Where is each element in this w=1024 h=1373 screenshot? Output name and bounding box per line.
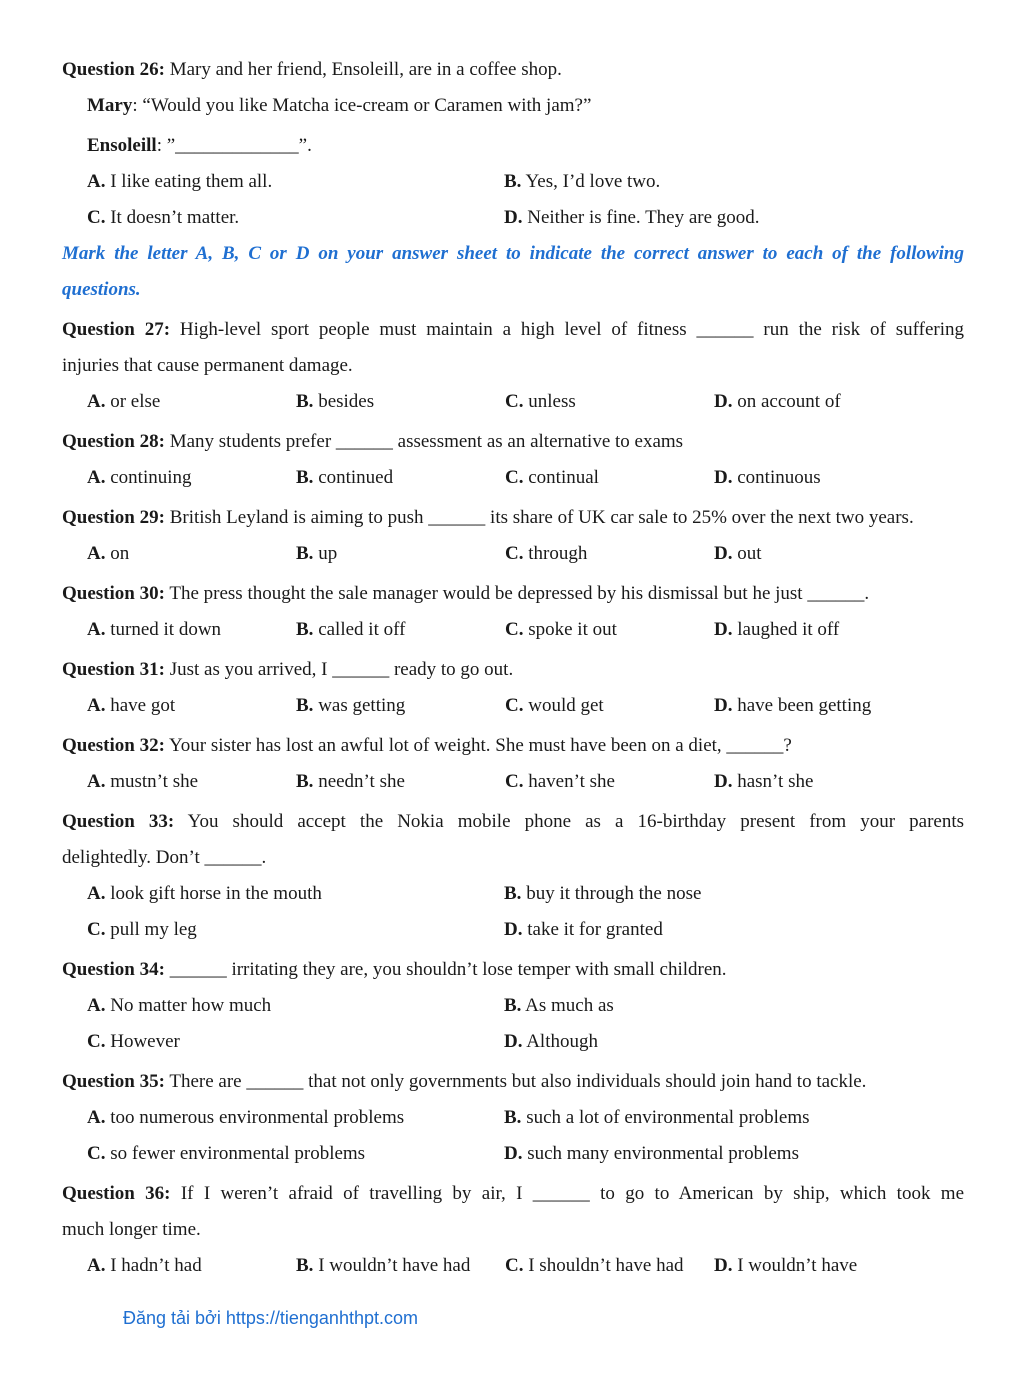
- option-c: [505, 764, 714, 800]
- speaker-line: : ”_____________”.: [156, 135, 312, 156]
- option-a: [87, 384, 296, 420]
- option-text: laughed it off: [737, 619, 840, 640]
- option-text: I wouldn’t have had: [318, 1255, 471, 1276]
- speaker-name: Ensoleill: [87, 135, 157, 156]
- question-text: Mary and her friend, Ensoleill, are in a coffee shop.: [169, 59, 562, 80]
- option-letter: B.: [504, 171, 522, 192]
- option-b: [296, 1248, 505, 1284]
- option-text: However: [110, 1031, 180, 1052]
- options-q26-row2: [62, 200, 964, 236]
- option-d: [504, 1024, 921, 1060]
- option-letter: B.: [296, 1255, 314, 1276]
- options-q35-row2: [62, 1136, 964, 1172]
- option-a: [87, 536, 296, 572]
- question-27: [62, 312, 964, 348]
- option-b: [296, 536, 505, 572]
- options-q30: [62, 612, 964, 648]
- option-text: called it off: [318, 619, 406, 640]
- option-c: [87, 1136, 504, 1172]
- option-letter: D.: [714, 695, 733, 716]
- options-q26-row1: [62, 164, 964, 200]
- option-text: Although: [526, 1031, 598, 1052]
- option-letter: C.: [505, 1255, 524, 1276]
- question-text: You should accept the Nokia mobile phone as a 16-birthday present from your parents: [187, 811, 965, 832]
- option-text: or else: [110, 391, 161, 412]
- option-letter: D.: [504, 1031, 523, 1052]
- question-35: [62, 1064, 964, 1100]
- question-text: High-level sport people must maintain a high level of fitness ______ run the risk of suffering: [179, 319, 964, 340]
- option-d: [714, 536, 923, 572]
- option-letter: C.: [505, 771, 524, 792]
- option-text: needn’t she: [318, 771, 405, 792]
- option-b: [296, 460, 505, 496]
- option-text: No matter how much: [110, 995, 272, 1016]
- question-34: [62, 952, 964, 988]
- option-letter: B.: [296, 771, 314, 792]
- option-text: up: [318, 543, 338, 564]
- option-letter: C.: [505, 695, 524, 716]
- option-text: besides: [318, 391, 375, 412]
- option-text: pull my leg: [110, 919, 197, 940]
- option-d: [504, 912, 921, 948]
- option-text: buy it through the nose: [526, 883, 702, 904]
- option-letter: D.: [714, 771, 733, 792]
- option-letter: B.: [296, 619, 314, 640]
- option-b: [296, 764, 505, 800]
- option-letter: D.: [504, 207, 523, 228]
- option-letter: A.: [87, 1107, 106, 1128]
- option-text: continuous: [737, 467, 821, 488]
- option-c: [505, 384, 714, 420]
- option-letter: A.: [87, 771, 106, 792]
- question-31: [62, 652, 964, 688]
- question-30: [62, 576, 964, 612]
- option-d: [714, 384, 923, 420]
- option-c: [505, 536, 714, 572]
- option-text: I hadn’t had: [110, 1255, 202, 1276]
- question-number: Question 27:: [62, 319, 171, 340]
- option-letter: D.: [504, 919, 523, 940]
- option-text: spoke it out: [528, 619, 617, 640]
- option-letter: A.: [87, 391, 106, 412]
- option-text: too numerous environmental problems: [110, 1107, 405, 1128]
- instruction-line-1: Mark the letter A, B, C or D on your answer sheet to indicate the correct answer to each of the following: [62, 243, 964, 264]
- question-text: Your sister has lost an awful lot of weight. She must have been on a diet, ______?: [168, 735, 792, 756]
- instruction-line-2: questions.: [62, 279, 141, 300]
- option-c: [505, 460, 714, 496]
- option-a: [87, 876, 504, 912]
- option-text: such a lot of environmental problems: [526, 1107, 810, 1128]
- option-d: [714, 688, 923, 724]
- option-a: [87, 688, 296, 724]
- options-q33-row2: [62, 912, 964, 948]
- question-36: [62, 1176, 964, 1212]
- question-number: Question 33:: [62, 811, 175, 832]
- option-letter: A.: [87, 543, 106, 564]
- option-letter: D.: [714, 543, 733, 564]
- option-text: haven’t she: [528, 771, 615, 792]
- option-text: on: [110, 543, 130, 564]
- options-q34-row2: [62, 1024, 964, 1060]
- option-text: It doesn’t matter.: [110, 207, 240, 228]
- option-letter: A.: [87, 467, 106, 488]
- option-letter: C.: [505, 543, 524, 564]
- option-d: [714, 612, 923, 648]
- options-q34-row1: [62, 988, 964, 1024]
- option-a: [87, 460, 296, 496]
- question-number: Question 29:: [62, 507, 165, 528]
- option-d: [714, 1248, 923, 1284]
- options-q29: [62, 536, 964, 572]
- option-letter: A.: [87, 695, 106, 716]
- option-d: [714, 460, 923, 496]
- option-letter: A.: [87, 1255, 106, 1276]
- option-letter: C.: [87, 919, 106, 940]
- question-27-cont: injuries that cause permanent damage.: [62, 355, 353, 376]
- option-text: I shouldn’t have had: [528, 1255, 684, 1276]
- option-a: [87, 612, 296, 648]
- option-b: [504, 988, 921, 1024]
- option-letter: B.: [504, 883, 522, 904]
- speaker-name: Mary: [87, 95, 133, 116]
- options-q28: [62, 460, 964, 496]
- options-q31: [62, 688, 964, 724]
- option-text: have got: [110, 695, 176, 716]
- option-b: [296, 612, 505, 648]
- option-text: As much as: [525, 995, 614, 1016]
- question-text: Just as you arrived, I ______ ready to go out.: [169, 659, 514, 680]
- question-36-cont: much longer time.: [62, 1219, 201, 1240]
- option-text: so fewer environmental problems: [110, 1143, 366, 1164]
- question-28: [62, 424, 964, 460]
- option-letter: B.: [296, 543, 314, 564]
- question-text: British Leyland is aiming to push ______ its share of UK car sale to 25% over the next two years.: [169, 507, 914, 528]
- options-q32: [62, 764, 964, 800]
- question-number: Question 32:: [62, 735, 165, 756]
- option-text: on account of: [737, 391, 841, 412]
- option-letter: D.: [714, 1255, 733, 1276]
- question-text: ______ irritating they are, you shouldn’t lose temper with small children.: [169, 959, 727, 980]
- option-c: [87, 200, 504, 236]
- dialogue-line-ensoleill: [62, 128, 964, 164]
- option-letter: C.: [87, 1031, 106, 1052]
- dialogue-line-mary: [62, 88, 964, 124]
- option-letter: C.: [87, 1143, 106, 1164]
- question-number: Question 28:: [62, 431, 165, 452]
- question-text: Many students prefer ______ assessment as an alternative to exams: [169, 431, 684, 452]
- option-text: continuing: [110, 467, 192, 488]
- option-text: mustn’t she: [110, 771, 199, 792]
- option-letter: B.: [504, 995, 522, 1016]
- option-letter: A.: [87, 171, 106, 192]
- question-number: Question 34:: [62, 959, 165, 980]
- option-letter: A.: [87, 619, 106, 640]
- option-a: [87, 1248, 296, 1284]
- option-letter: C.: [505, 619, 524, 640]
- question-33: [62, 804, 964, 840]
- option-b: [504, 164, 921, 200]
- option-letter: C.: [505, 391, 524, 412]
- options-q27: [62, 384, 964, 420]
- question-text: There are ______ that not only governments but also individuals should join hand to tackle.: [169, 1071, 867, 1092]
- option-text: turned it down: [110, 619, 222, 640]
- question-number: Question 35:: [62, 1071, 165, 1092]
- option-letter: A.: [87, 883, 106, 904]
- option-d: [504, 200, 921, 236]
- option-text: was getting: [318, 695, 406, 716]
- option-text: take it for granted: [527, 919, 663, 940]
- options-q35-row1: [62, 1100, 964, 1136]
- option-d: [714, 764, 923, 800]
- option-b: [504, 876, 921, 912]
- option-b: [504, 1100, 921, 1136]
- option-a: [87, 1100, 504, 1136]
- options-q36: [62, 1248, 964, 1284]
- option-c: [87, 912, 504, 948]
- option-text: unless: [528, 391, 576, 412]
- option-c: [505, 612, 714, 648]
- option-a: [87, 164, 504, 200]
- option-text: such many environmental problems: [527, 1143, 799, 1164]
- option-letter: A.: [87, 995, 106, 1016]
- option-c: [505, 688, 714, 724]
- option-a: [87, 988, 504, 1024]
- option-text: through: [528, 543, 588, 564]
- question-number: Question 30:: [62, 583, 165, 604]
- speaker-line: : “Would you like Matcha ice-cream or Caramen with jam?”: [132, 95, 592, 116]
- options-q33-row1: [62, 876, 964, 912]
- question-32: [62, 728, 964, 764]
- option-text: Neither is fine. They are good.: [527, 207, 760, 228]
- option-text: I wouldn’t have: [737, 1255, 858, 1276]
- option-b: [296, 384, 505, 420]
- option-text: have been getting: [737, 695, 872, 716]
- question-number: Question 31:: [62, 659, 165, 680]
- option-c: [87, 1024, 504, 1060]
- option-letter: B.: [504, 1107, 522, 1128]
- option-letter: D.: [504, 1143, 523, 1164]
- option-d: [504, 1136, 921, 1172]
- option-text: I like eating them all.: [110, 171, 273, 192]
- option-letter: B.: [296, 695, 314, 716]
- question-33-cont: delightedly. Don’t ______.: [62, 847, 267, 868]
- option-letter: D.: [714, 391, 733, 412]
- question-26: [62, 52, 964, 88]
- option-text: continual: [528, 467, 599, 488]
- option-letter: B.: [296, 391, 314, 412]
- question-number: Question 26:: [62, 59, 165, 80]
- footer-credit-link[interactable]: Đăng tải bởi https://tienganhthpt.com: [123, 1308, 418, 1328]
- question-number: Question 36:: [62, 1183, 171, 1204]
- option-text: would get: [528, 695, 604, 716]
- option-text: Yes, I’d love two.: [525, 171, 661, 192]
- option-letter: D.: [714, 619, 733, 640]
- option-letter: D.: [714, 467, 733, 488]
- question-text: If I weren’t afraid of travelling by air, I ______ to go to American by ship, which took me: [180, 1183, 965, 1204]
- option-text: continued: [318, 467, 394, 488]
- option-letter: C.: [87, 207, 106, 228]
- option-a: [87, 764, 296, 800]
- option-letter: C.: [505, 467, 524, 488]
- question-text: The press thought the sale manager would be depressed by his dismissal but he just ______.: [169, 583, 870, 604]
- option-c: [505, 1248, 714, 1284]
- question-29: [62, 500, 964, 536]
- option-text: hasn’t she: [737, 771, 814, 792]
- option-text: out: [737, 543, 762, 564]
- option-letter: B.: [296, 467, 314, 488]
- option-text: look gift horse in the mouth: [110, 883, 322, 904]
- exam-page: [62, 52, 964, 1284]
- option-b: [296, 688, 505, 724]
